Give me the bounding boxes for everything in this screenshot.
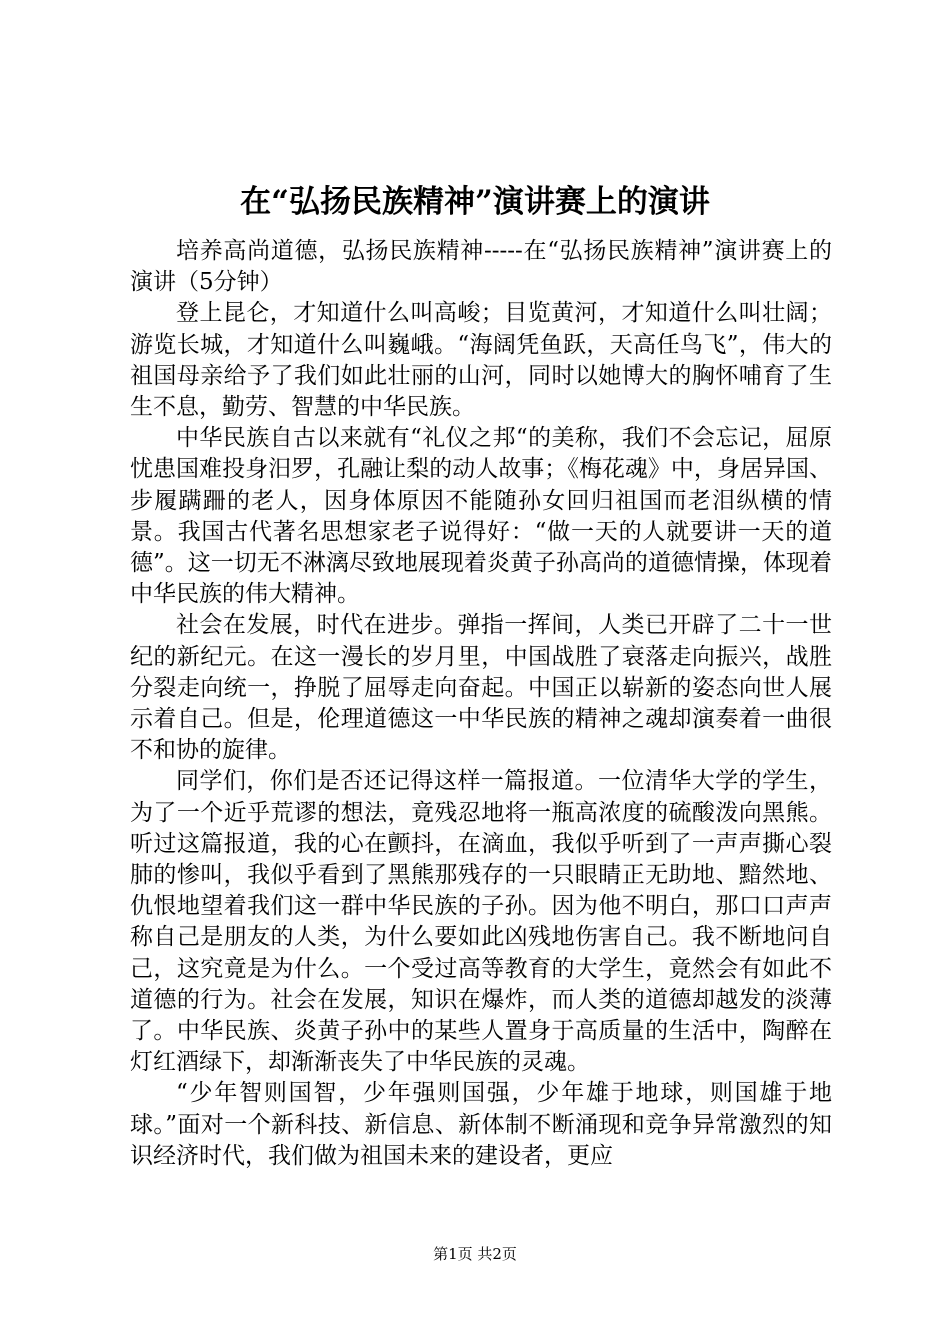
document-title: 在“弘扬民族精神”演讲赛上的演讲 — [240, 184, 710, 220]
paragraph-5: “少年智则国智，少年强则国强，少年雄于地球，则国雄于地球。”面对一个新科技、新信息、新体制不断涌现和竞争异常激烈的知识经济时代，我们做为祖国未来的建设者，更应 — [130, 1080, 832, 1169]
paragraph-1: 登上昆仑，才知道什么叫高峻；目览黄河，才知道什么叫壮阔；游览长城，才知道什么叫巍峨。“海阔凭鱼跃，天高任鸟飞”，伟大的祖国母亲给予了我们如此壮丽的山河，同时以她博大的胸怀哺育了生生不息，勤劳、智慧的中华民族。 — [130, 300, 832, 421]
paragraph-4: 同学们，你们是否还记得这样一篇报道。一位清华大学的学生，为了一个近乎荒谬的想法，竟残忍地将一瓶高浓度的硫酸泼向黑熊。听过这篇报道，我的心在颤抖，在滴血，我似乎听到了一声声撕心裂肺的惨叫，我似乎看到了黑熊那残存的一只眼睛正无助地、黯然地、仇恨地望着我们这一群中华民族的子孙。因为他不明白，那口口声声称自己是朋友的人类，为什么要如此凶残地伤害自己。我不断地问自己，这究竟是为什么。一个受过高等教育的大学生，竟然会有如此不道德的行为。社会在发展，知识在爆炸，而人类的道德却越发的淡薄了。中华民族、炎黄子孙中的某些人置身于高质量的生活中，陶醉在灯红酒绿下，却渐渐丧失了中华民族的灵魂。 — [130, 768, 832, 1076]
paragraph-subtitle: 培养高尚道德，弘扬民族精神-----在“弘扬民族精神”演讲赛上的演讲（5分钟） — [130, 238, 832, 296]
document-body — [130, 236, 832, 1172]
page-number-footer: 第1页 共2页 — [433, 1245, 517, 1263]
paragraph-2: 中华民族自古以来就有“礼仪之邦“的美称，我们不会忘记，屈原忧患国难投身汨罗，孔融让梨的动人故事；《梅花魂》中，身居异国、步履蹒跚的老人，因身体原因不能随孙女回归祖国而老泪纵横的情景。我国古代著名思想家老子说得好：“做一天的人就要讲一天的道德”。这一切无不淋漓尽致地展现着炎黄子孙高尚的道德情操，体现着中华民族的伟大精神。 — [130, 425, 832, 608]
paragraph-3: 社会在发展，时代在进步。弹指一挥间，人类已开辟了二十一世纪的新纪元。在这一漫长的岁月里，中国战胜了衰落走向振兴，战胜分裂走向统一，挣脱了屈辱走向奋起。中国正以崭新的姿态向世人展示着自己。但是，伦理道德这一中华民族的精神之魂却演奏着一曲很不和协的旋律。 — [130, 612, 832, 764]
